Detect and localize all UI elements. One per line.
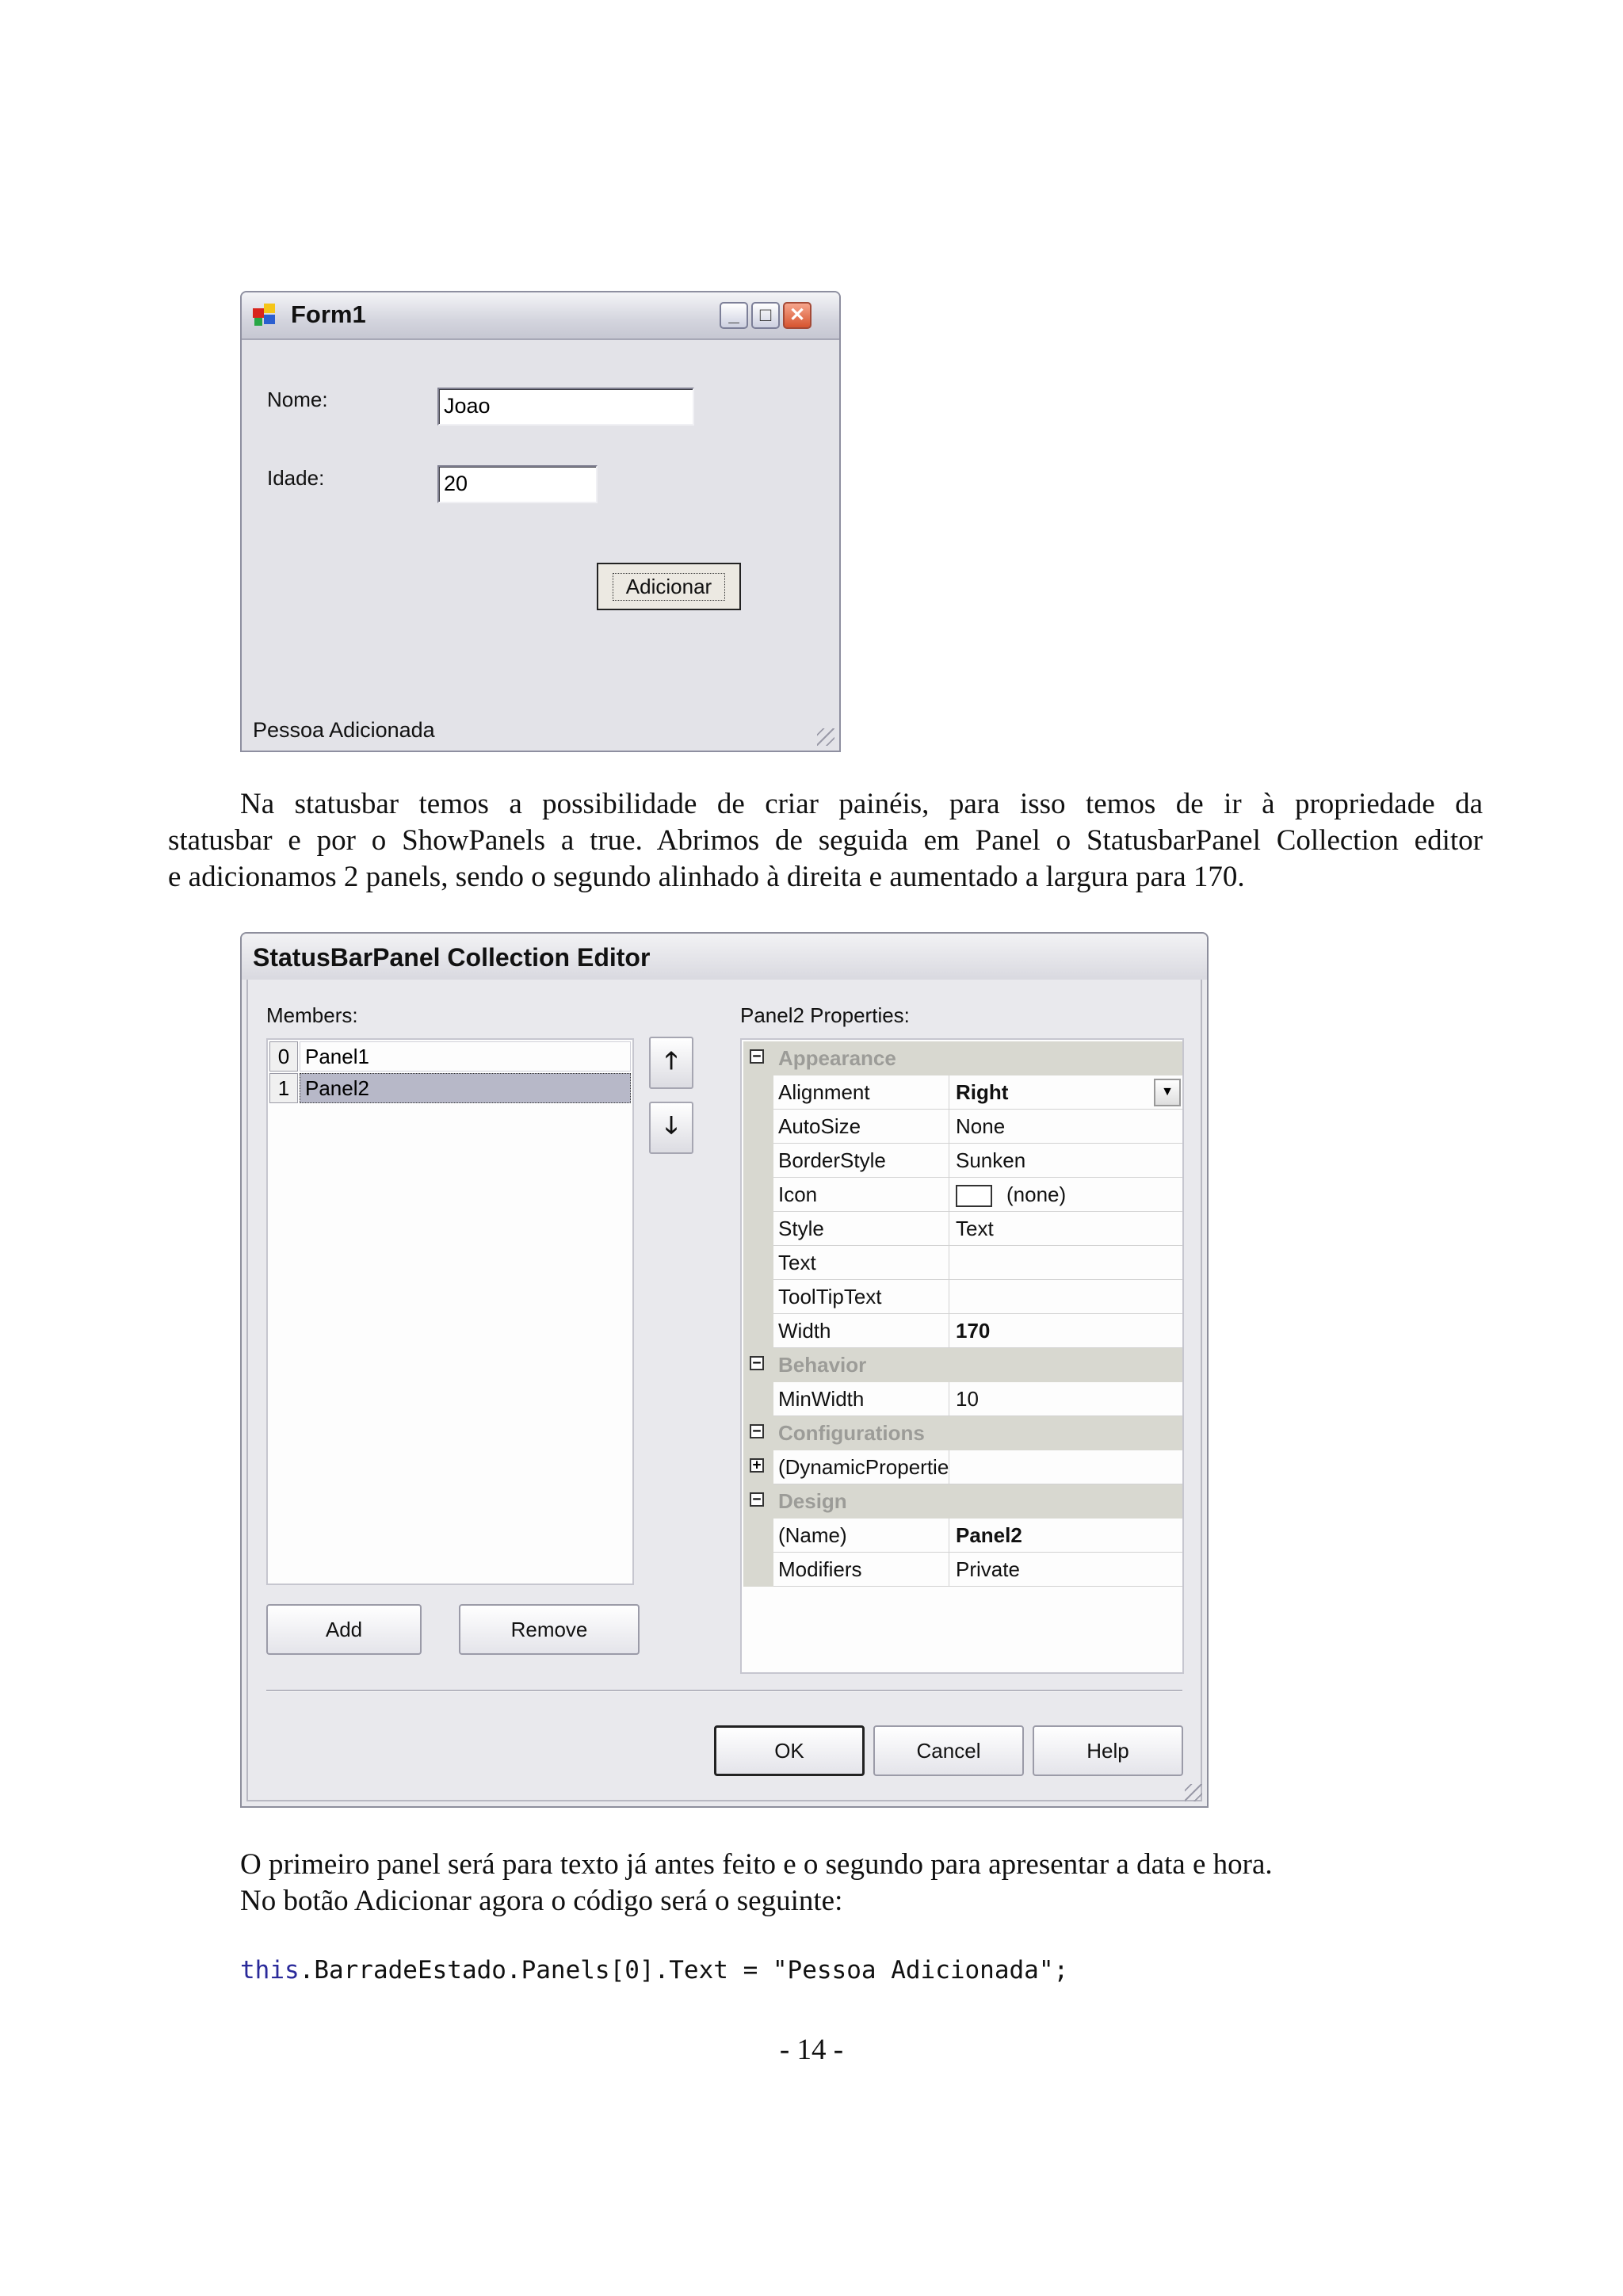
statusbar-panel-text: Pessoa Adicionada (253, 718, 435, 742)
resize-grip-icon[interactable] (817, 728, 834, 746)
arrow-down-icon: 🡓 (665, 1112, 678, 1139)
maximize-icon: □ (759, 304, 772, 326)
paragraph2-line1: O primeiro panel será para texto já antes feito e o segundo para apresentar a data e hora. (240, 1848, 1273, 1881)
property-value[interactable]: Right (949, 1075, 1182, 1110)
collapse-icon[interactable]: − (750, 1424, 764, 1438)
icon-value-text: (none) (1006, 1182, 1067, 1206)
property-name: Alignment (773, 1075, 949, 1110)
resize-grip-icon[interactable] (1185, 1784, 1202, 1801)
idade-input[interactable]: 20 (437, 465, 598, 503)
ok-button[interactable]: OK (714, 1725, 865, 1776)
collapse-icon[interactable]: − (750, 1492, 764, 1507)
move-down-button[interactable] (649, 1102, 693, 1154)
close-icon: ✕ (789, 304, 806, 326)
property-value[interactable]: 170 (949, 1314, 1182, 1348)
property-row-dynamicproperties[interactable] (743, 1450, 1182, 1484)
add-button[interactable]: Add (266, 1604, 422, 1655)
paragraph1-line1: Na statusbar temos a possibilidade de criar painéis, para isso temos de ir à propriedade da (240, 788, 1483, 820)
property-value[interactable] (949, 1280, 1182, 1314)
arrow-up-icon: 🡑 (665, 1047, 678, 1074)
category-label: Design (778, 1489, 847, 1513)
property-row-name[interactable] (743, 1519, 1182, 1553)
property-grid[interactable] (740, 1038, 1184, 1674)
property-value[interactable] (949, 1450, 1182, 1484)
members-label: Members: (266, 1003, 358, 1027)
property-value[interactable]: 10 (949, 1382, 1182, 1416)
member-name: Panel1 (300, 1041, 631, 1072)
chevron-down-icon[interactable]: ▼ (1154, 1079, 1181, 1106)
button-separator (266, 1690, 1182, 1692)
property-name: Width (773, 1314, 949, 1348)
property-row-borderstyle[interactable] (743, 1144, 1182, 1178)
close-button[interactable] (783, 302, 812, 329)
category-configurations[interactable] (743, 1416, 1182, 1450)
editor-titlebar[interactable] (242, 934, 1207, 980)
maximize-button[interactable] (751, 302, 780, 329)
category-label: Appearance (778, 1046, 896, 1070)
adicionar-button[interactable] (597, 563, 741, 610)
editor-title: StatusBarPanel Collection Editor (253, 943, 651, 972)
property-name: (Name) (773, 1519, 949, 1553)
member-item-panel2[interactable] (269, 1073, 631, 1103)
property-row-autosize[interactable] (743, 1110, 1182, 1144)
property-name: BorderStyle (773, 1144, 949, 1178)
property-name: Icon (773, 1178, 949, 1212)
nome-label: Nome: (267, 388, 328, 411)
property-name: AutoSize (773, 1110, 949, 1144)
help-button[interactable]: Help (1033, 1725, 1183, 1776)
property-value[interactable]: Panel2 (949, 1519, 1182, 1553)
category-appearance[interactable] (743, 1041, 1182, 1075)
expand-icon[interactable]: + (750, 1458, 764, 1473)
member-name: Panel2 (300, 1073, 631, 1103)
remove-button[interactable]: Remove (459, 1604, 640, 1655)
paragraph1-line2: statusbar e por o ShowPanels a true. Abrimos de seguida em Panel o StatusbarPanel Collection editor (168, 824, 1483, 857)
form-app-icon (253, 304, 278, 327)
property-row-modifiers[interactable] (743, 1553, 1182, 1587)
property-name: ToolTipText (773, 1280, 949, 1314)
paragraph1-line3: e adicionamos 2 panels, sendo o segundo alinhado à direita e aumentado a largura para 170. (168, 861, 1245, 893)
property-value[interactable]: None (949, 1110, 1182, 1144)
property-row-icon[interactable] (743, 1178, 1182, 1212)
property-row-width[interactable] (743, 1314, 1182, 1348)
collapse-icon[interactable]: − (750, 1049, 764, 1064)
property-name: MinWidth (773, 1382, 949, 1416)
form1-titlebar[interactable] (242, 292, 839, 340)
property-row-alignment[interactable] (743, 1075, 1182, 1110)
minimize-icon: _ (728, 304, 739, 326)
category-design[interactable] (743, 1484, 1182, 1519)
property-row-text[interactable] (743, 1246, 1182, 1280)
property-value[interactable] (949, 1178, 1182, 1212)
nome-input[interactable]: Joao (437, 388, 694, 426)
property-value[interactable]: Private (949, 1553, 1182, 1587)
move-up-button[interactable] (649, 1037, 693, 1089)
form1-window (240, 291, 841, 752)
property-name: (DynamicPropertie (773, 1450, 949, 1484)
property-name: Style (773, 1212, 949, 1246)
member-index: 1 (269, 1073, 298, 1103)
property-value[interactable]: Text (949, 1212, 1182, 1246)
properties-label: Panel2 Properties: (740, 1003, 910, 1027)
page-number: - 14 - (779, 2034, 844, 2066)
property-name: Text (773, 1246, 949, 1280)
property-value[interactable] (949, 1246, 1182, 1280)
paragraph2-line2: No botão Adicionar agora o código será o seguinte: (240, 1885, 843, 1917)
member-item-panel1[interactable] (269, 1041, 631, 1072)
icon-preview-swatch (956, 1185, 992, 1207)
adicionar-button-label: Adicionar (613, 573, 725, 601)
property-row-style[interactable] (743, 1212, 1182, 1246)
property-row-minwidth[interactable] (743, 1382, 1182, 1416)
code-keyword: this (240, 1956, 300, 1985)
member-index: 0 (269, 1041, 298, 1072)
collection-editor-window (240, 932, 1209, 1808)
window-title: Form1 (291, 300, 366, 328)
collapse-icon[interactable]: − (750, 1356, 764, 1370)
idade-label: Idade: (267, 466, 325, 490)
category-label: Configurations (778, 1421, 925, 1445)
code-statement: .BarradeEstado.Panels[0].Text = "Pessoa Adicionada"; (299, 1956, 1069, 1985)
property-value[interactable]: Sunken (949, 1144, 1182, 1178)
cancel-button[interactable]: Cancel (873, 1725, 1024, 1776)
minimize-button[interactable] (720, 302, 748, 329)
property-row-tooltiptext[interactable] (743, 1280, 1182, 1314)
category-behavior[interactable] (743, 1348, 1182, 1382)
category-label: Behavior (778, 1353, 867, 1377)
members-listbox[interactable] (266, 1038, 634, 1585)
property-name: Modifiers (773, 1553, 949, 1587)
code-line (240, 1956, 1068, 1985)
